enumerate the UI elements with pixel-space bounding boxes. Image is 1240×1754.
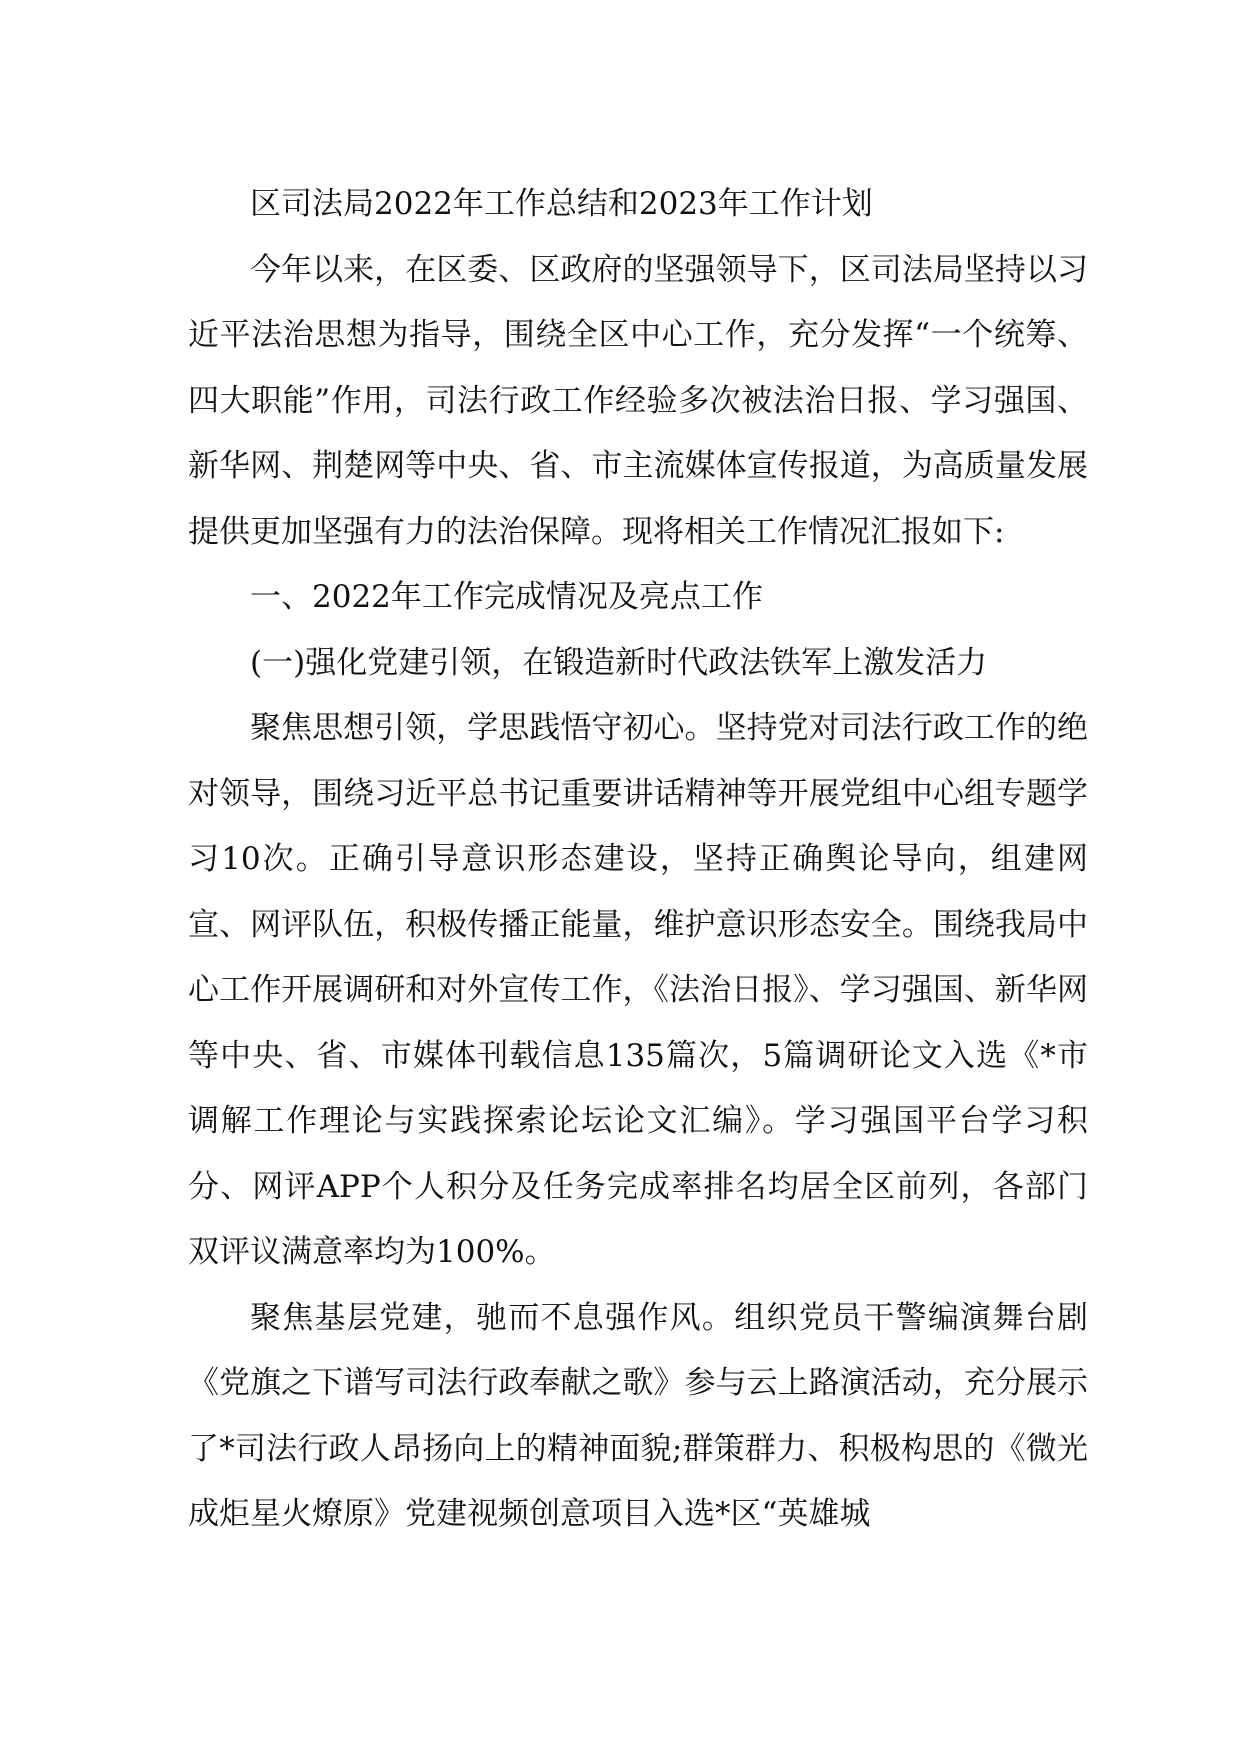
document-title: 区司法局2022年工作总结和2023年工作计划 — [250, 186, 873, 222]
subsection-heading: (一)强化党建引领，在锻造新时代政法铁军上激发活力 — [250, 644, 988, 681]
body-paragraph: 聚焦基层党建，驰而不息强作风。组织党员干警编演舞台剧《党旗之下谱写司法行政奉献之歌》参与云上路演活动，充分展示了*司法行政人昂扬向上的精神面貌;群策群力、积极构思的《微光成炬星火燎原》党建视频创意项目入选*区“英雄城 — [188, 1299, 1088, 1532]
section-heading: 一、2022年工作完成情况及亮点工作 — [250, 579, 763, 615]
document-body — [188, 172, 1088, 1548]
body-paragraph: 聚焦思想引领，学思践悟守初心。坚持党对司法行政工作的绝对领导，围绕习近平总书记重要讲话精神等开展党组中心组专题学习10次。正确引导意识形态建设，坚持正确舆论导向，组建网宣、网评队伍，积极传播正能量，维护意识形态安全。围绕我局中心工作开展调研和对外宣传工作，《法治日报》、学习强国、新华网等中央、省、市媒体刊载信息135篇次，5篇调研论文入选《*市调解工作理论与实践探索论坛论文汇编》。学习强国平台学习积分、网评APP个人积分及任务完成率排名均居全区前列，各部门双评议满意率均为100%。 — [188, 710, 1088, 1270]
intro-paragraph: 今年以来，在区委、区政府的坚强领导下，区司法局坚持以习近平法治思想为指导，围绕全区中心工作，充分发挥“一个统筹、四大职能”作用，司法行政工作经验多次被法治日报、学习强国、新华网、荆楚网等中央、省、市主流媒体宣传报道，为高质量发展提供更加坚强有力的法治保障。现将相关工作情况汇报如下: — [188, 251, 1088, 550]
